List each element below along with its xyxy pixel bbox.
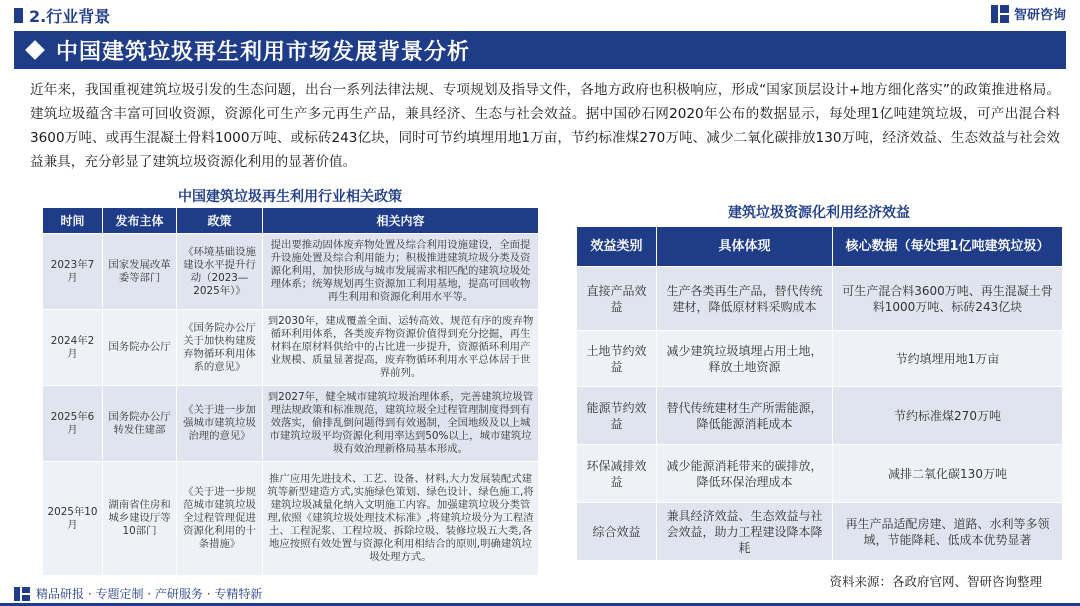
- cell-issuer: 湖南省住房和城乡建设厅等10部门: [103, 462, 177, 576]
- cell-issuer: 国务院办公厅: [103, 310, 177, 386]
- intro-paragraph: 近年来，我国重视建筑垃圾引发的生态问题，出台一系列法律法规、专项规划及指导文件，各地方政府也积极响应，形成“国家顶层设计+地方细化落实”的政策推进格局。建筑垃圾蕴含丰富可回收资源，资源化可生产多元再生产品，兼具经济、生态与社会效益。据中国砂石网2020年公布的数据显示，每处理1亿吨建筑垃圾，可产出混合料3600万吨、或再生混凝土骨料1000万吨、或标砖243亿块，同时可节约填埋用地1万亩，节约标准煤270万吨、减少二氧化碳排放130万吨，经济效益、生态效益与社会效益兼具，充分彰显了建筑垃圾资源化利用的显著价值。: [30, 82, 1060, 170]
- section-marker: [14, 8, 23, 23]
- header-content: 相关内容: [263, 208, 539, 234]
- policy-table-header: [43, 208, 539, 234]
- footer: [14, 585, 262, 602]
- benefit-table-title: 建筑垃圾资源化利用经济效益: [728, 205, 910, 221]
- cell-data: 可生产混合料3600万吨、再生混凝土骨料1000万吨、标砖243亿块: [833, 267, 1063, 331]
- header-policy: 政策: [177, 208, 263, 234]
- cell-issuer: 国务院办公厅转发住建部: [103, 386, 177, 462]
- diamond-icon: [25, 40, 45, 60]
- policy-table-title: 中国建筑垃圾再生利用行业相关政策: [178, 189, 402, 205]
- benefit-table-header: [577, 227, 1063, 267]
- table-row: [43, 310, 539, 386]
- cell-time: 2024年2月: [43, 310, 103, 386]
- cell-detail: 兼具经济效益、生态效益与社会效益，助力工程建设降本降耗: [657, 503, 833, 561]
- section-label: [14, 4, 110, 27]
- cell-time: 2025年6月: [43, 386, 103, 462]
- section-title: 2.行业背景: [29, 7, 111, 26]
- title-bar: [14, 31, 1066, 69]
- source-note: 资料来源：各政府官网、智研咨询整理: [829, 574, 1042, 589]
- cell-detail: 减少能源消耗带来的碳排放，降低环保治理成本: [657, 445, 833, 503]
- cell-policy: 《关于进一步加强城市建筑垃圾治理的意见》: [177, 386, 263, 462]
- cell-time: 2023年7月: [43, 234, 103, 310]
- top-bar: [0, 0, 1080, 30]
- cell-detail: 替代传统建材生产所需能源，降低能源消耗成本: [657, 387, 833, 445]
- logo-text: 智研咨询: [1013, 8, 1066, 23]
- cell-content: 推广应用先进技术、工艺、设备、材料,大力发展装配式建筑等新型建造方式,实施绿色策划、绿色设计、绿色施工,将建筑垃圾减量化纳入文明施工内容。加强建筑垃圾分类管理,依照《建筑垃圾处理技术标准》,将建筑垃圾分为工程渣土、工程泥浆、工程垃圾、拆除垃圾、装修垃圾五大类,各地应按照有效处置与资源化利用相结合的原则,明确建筑垃圾处理方式。: [263, 462, 539, 576]
- table-row: [577, 267, 1063, 331]
- table-row: [577, 331, 1063, 387]
- cell-data: 再生产品适配房建、道路、水利等多领域，节能降耗、低成本优势显著: [833, 503, 1063, 561]
- brand-logo: [991, 4, 1066, 23]
- page-title: 中国建筑垃圾再生利用市场发展背景分析: [56, 39, 471, 65]
- table-row: [577, 387, 1063, 445]
- cell-policy: 《国务院办公厅关于加快构建废弃物循环利用体系的意见》: [177, 310, 263, 386]
- header-category: 效益类别: [577, 227, 657, 267]
- table-row: [577, 503, 1063, 561]
- policy-table: [42, 207, 539, 576]
- cell-category: 直接产品效益: [577, 267, 657, 331]
- cell-data: 节约填埋用地1万亩: [833, 331, 1063, 387]
- table-row: [43, 386, 539, 462]
- table-row: [577, 445, 1063, 503]
- cell-detail: 生产各类再生产品，替代传统建材，降低原材料采购成本: [657, 267, 833, 331]
- cell-data: 减排二氧化碳130万吨: [833, 445, 1063, 503]
- logo-icon: [991, 5, 1009, 23]
- cell-time: 2025年10月: [43, 462, 103, 576]
- cell-issuer: 国家发展改革委等部门: [103, 234, 177, 310]
- table-row: [43, 234, 539, 310]
- benefit-table: [576, 226, 1063, 561]
- cell-policy: 《环境基础设施建设水平提升行动（2023—2025年）》: [177, 234, 263, 310]
- footer-logo-icon: [14, 587, 30, 601]
- header-data: 核心数据（每处理1亿吨建筑垃圾）: [833, 227, 1063, 267]
- cell-category: 土地节约效益: [577, 331, 657, 387]
- cell-content: 提出要推动固体废弃物处置及综合利用设施建设，全面提升设施处置及综合利用能力；积极推进建筑垃圾分类及资源化利用，加快形成与城市发展需求相匹配的建筑垃圾处理体系；统筹规划再生资源加工利用基地，提高可回收物再生利用和资源化利用水平等。: [263, 234, 539, 310]
- footer-tagline: 精品研报 · 专题定制 · 产研服务 · 专精特新: [36, 587, 263, 601]
- table-row: [43, 462, 539, 576]
- header-detail: 具体体现: [657, 227, 833, 267]
- cell-category: 综合效益: [577, 503, 657, 561]
- cell-category: 环保减排效益: [577, 445, 657, 503]
- cell-content: 到2030年，建成覆盖全面、运转高效、规范有序的废弃物循环利用体系，各类废弃物资源价值得到充分挖掘，再生材料在原材料供给中的占比进一步提升，资源循环利用产业规模、质量显著提高，废弃物循环利用水平总体居于世界前列。: [263, 310, 539, 386]
- cell-category: 能源节约效益: [577, 387, 657, 445]
- cell-data: 节约标准煤270万吨: [833, 387, 1063, 445]
- cell-detail: 减少建筑垃圾填埋占用土地，释放土地资源: [657, 331, 833, 387]
- header-issuer: 发布主体: [103, 208, 177, 234]
- header-time: 时间: [43, 208, 103, 234]
- cell-content: 到2027年，健全城市建筑垃圾治理体系，完善建筑垃圾管理法规政策和标准规范，建筑垃圾全过程管理制度得到有效落实，偷排乱倒问题得到有效遏制，全国地级及以上城市建筑垃圾平均资源化利用率达到50%以上，城市建筑垃圾有效治理新格局基本形成。: [263, 386, 539, 462]
- cell-policy: 《关于进一步规范城市建筑垃圾全过程管理促进资源化利用的十条措施》: [177, 462, 263, 576]
